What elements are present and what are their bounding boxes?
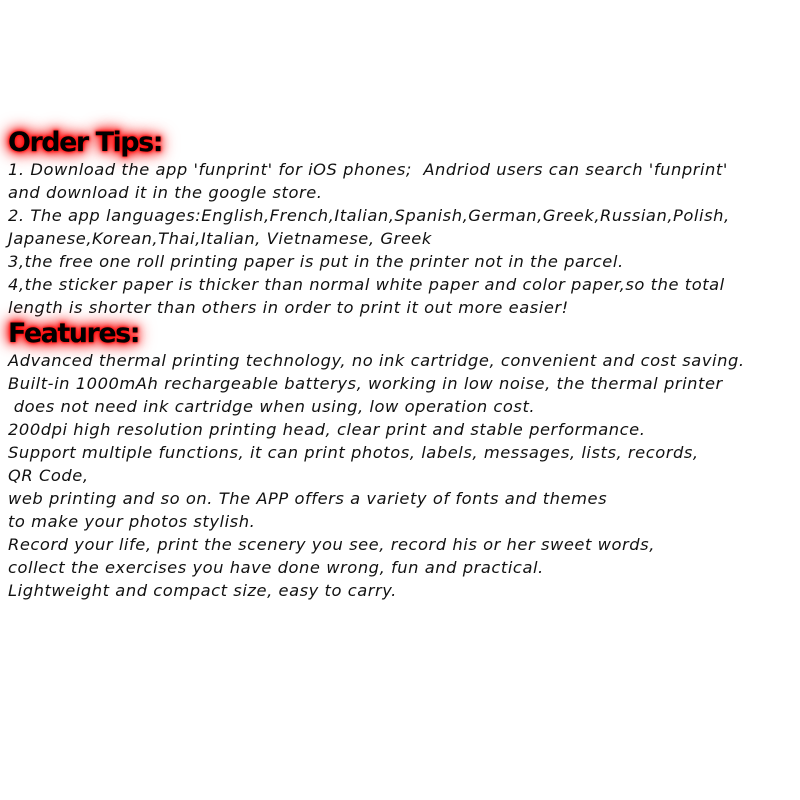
- order-tips-line: and download it in the google store.: [8, 183, 323, 202]
- order-tips-heading: Order Tips:: [8, 127, 162, 158]
- order-tips-line: length is shorter than others in order to print it out more easier!: [8, 298, 569, 317]
- features-line: collect the exercises you have done wrong, fun and practical.: [8, 558, 544, 577]
- features-line: 200dpi high resolution printing head, clear print and stable performance.: [8, 420, 646, 439]
- features-line: Record your life, print the scenery you see, record his or her sweet words,: [8, 535, 655, 554]
- features-line: to make your photos stylish.: [8, 512, 256, 531]
- order-tips-line: 3,the free one roll printing paper is put in the printer not in the parcel.: [8, 252, 624, 271]
- features-line: QR Code,: [8, 466, 89, 485]
- features-line: Built-in 1000mAh rechargeable batterys, working in low noise, the thermal printer: [8, 374, 723, 393]
- features-line: web printing and so on. The APP offers a variety of fonts and themes: [8, 489, 608, 508]
- order-tips-line: 4,the sticker paper is thicker than normal white paper and color paper,so the total: [8, 275, 725, 294]
- order-tips-line: 2. The app languages:English,French,Italian,Spanish,German,Greek,Russian,Polish,: [8, 206, 730, 225]
- features-heading: Features:: [8, 318, 140, 349]
- features-list: [8, 349, 798, 602]
- features-line: Support multiple functions, it can print photos, labels, messages, lists, records,: [8, 443, 699, 462]
- order-tips-list: [8, 158, 798, 319]
- order-tips-line: Japanese,Korean,Thai,Italian, Vietnamese, Greek: [8, 229, 432, 248]
- features-line: Lightweight and compact size, easy to carry.: [8, 581, 397, 600]
- product-description: [8, 128, 798, 602]
- features-line: Advanced thermal printing technology, no ink cartridge, convenient and cost saving.: [8, 351, 745, 370]
- features-line: does not need ink cartridge when using, low operation cost.: [8, 397, 536, 416]
- order-tips-line: 1. Download the app 'funprint' for iOS phones; Andriod users can search 'funprint': [8, 160, 728, 179]
